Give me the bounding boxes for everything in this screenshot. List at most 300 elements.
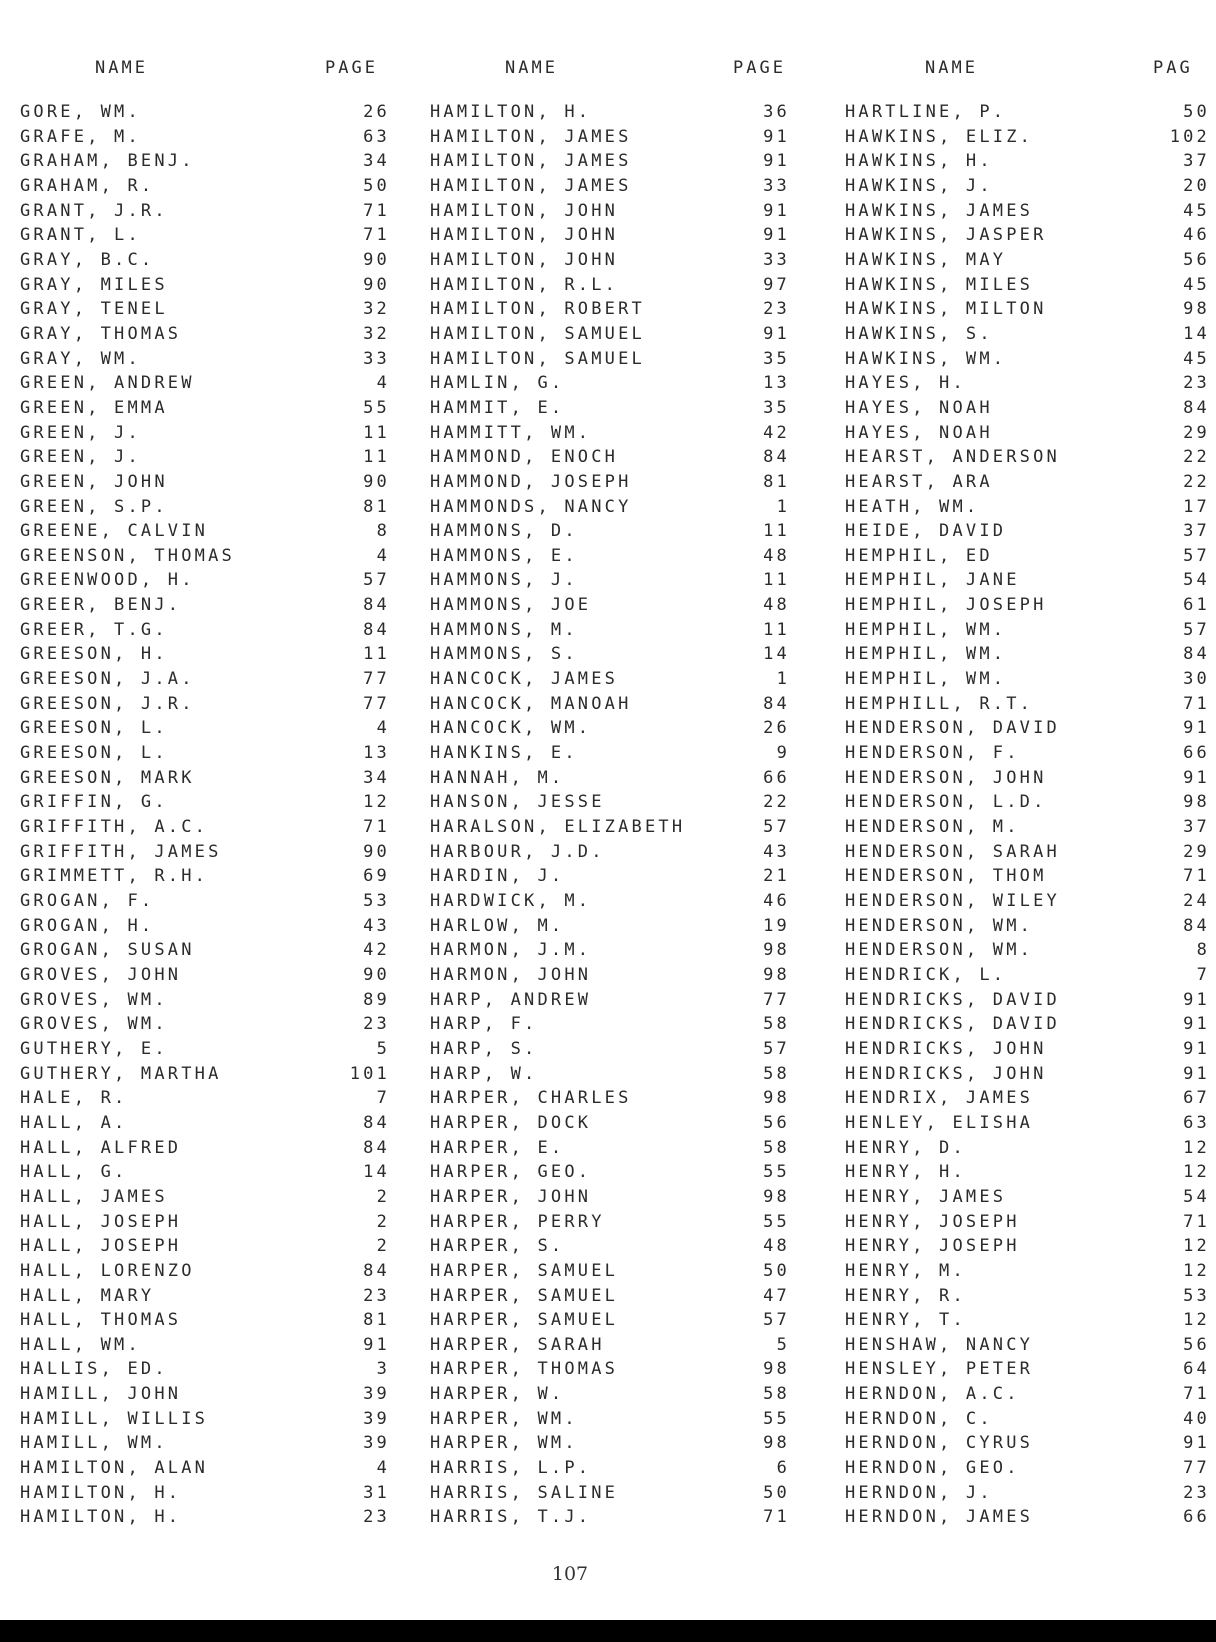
index-entry [845,349,1216,374]
index-entry [430,1261,810,1286]
entry-name: HAMILL, WILLIS [20,1408,209,1429]
index-entry [20,1310,400,1335]
index-entry [845,1212,1216,1237]
index-entry [845,1359,1216,1384]
index-entry [20,127,400,152]
index-entry [20,497,400,522]
column-header [845,58,1216,102]
entry-name: HENRY, JOSEPH [845,1236,1020,1257]
index-entry [430,1359,810,1384]
index-entry [430,1433,810,1458]
index-entry [20,1507,400,1532]
entry-name: HARPER, DOCK [430,1112,592,1133]
entry-page: 34 [363,151,390,172]
entry-name: HENDRICKS, JOHN [845,1063,1047,1084]
entry-page: 46 [763,891,790,911]
entry-name: GREEN, J. [20,447,141,468]
entry-name: HENDERSON, L.D. [845,792,1047,813]
index-entry [430,965,810,990]
entry-page: 23 [363,1285,390,1306]
index-entry [430,1458,810,1483]
entry-name: HAMILTON, JAMES [430,175,632,196]
entry-name: HAWKINS, MILTON [845,299,1047,320]
entry-name: GRAY, WM. [20,348,141,369]
entry-name: HENDRICKS, DAVID [845,989,1060,1010]
entry-page: 90 [363,841,390,862]
entry-name: GUTHERY, MARTHA [20,1063,222,1084]
index-entry [20,743,400,768]
entry-name: HAYES, NOAH [845,422,993,443]
entry-name: HEMPHIL, WM. [845,669,1007,690]
index-entry [430,1187,810,1212]
entry-page: 91 [1183,1014,1210,1035]
entry-name: GREESON, J.R. [20,693,195,714]
index-entry [20,916,400,941]
entry-name: HALLIS, ED. [20,1359,168,1380]
index-entry [20,1483,400,1508]
entry-name: HAMILTON, H. [20,1507,182,1528]
index-entry [430,1113,810,1138]
entry-name: GRAHAM, R. [20,175,155,196]
entry-page: 71 [1183,866,1210,887]
index-entry [430,398,810,423]
index-entry [845,1088,1216,1113]
index-entry [430,151,810,176]
index-entry [845,990,1216,1015]
entry-name: HAWKINS, JASPER [845,225,1047,246]
entry-page: 98 [1183,299,1210,320]
entry-page: 23 [763,299,790,320]
index-entry [845,620,1216,645]
index-entry [430,694,810,719]
index-entry [430,990,810,1015]
entry-name: HARPER, E. [430,1137,565,1158]
entry-name: HEARST, ARA [845,471,993,492]
index-entry [20,151,400,176]
entry-name: HENDERSON, DAVID [845,718,1060,739]
entry-page: 26 [363,102,390,122]
entry-page: 50 [363,175,390,196]
index-entry [430,1064,810,1089]
entry-page: 91 [363,1334,390,1355]
index-entry [845,1335,1216,1360]
entry-name: HEMPHILL, R.T. [845,693,1034,714]
index-entry [430,423,810,448]
entry-page: 69 [363,866,390,887]
entry-name: HARRIS, SALINE [430,1482,619,1503]
index-entry [430,1310,810,1335]
entry-page: 81 [763,471,790,492]
index-entry [430,225,810,250]
entry-page: 58 [763,1137,790,1158]
index-entry [845,201,1216,226]
entry-page: 23 [1183,373,1210,394]
entry-page: 12 [1183,1162,1210,1183]
entry-name: GREEN, EMMA [20,397,168,418]
entry-name: GROVES, JOHN [20,964,182,985]
index-entry [430,176,810,201]
entry-name: HAWKINS, WM. [845,348,1007,369]
entry-page: 91 [763,323,790,344]
entry-page: 14 [363,1162,390,1183]
entry-name: GREESON, H. [20,644,168,665]
index-entry [430,1483,810,1508]
entry-name: HARDWICK, M. [430,891,592,911]
entry-name: GREESON, J.A. [20,669,195,690]
index-entry [430,842,810,867]
entry-page: 37 [1183,521,1210,542]
index-entry [430,447,810,472]
index-entry [430,1039,810,1064]
index-entry [20,1359,400,1384]
index-entry [430,1014,810,1039]
index-entry [430,349,810,374]
entry-name: HARPER, W. [430,1384,565,1405]
entry-page: 32 [363,299,390,320]
index-entry [20,250,400,275]
index-entry [20,817,400,842]
index-entry [845,225,1216,250]
entry-page: 57 [1183,545,1210,566]
index-entry [430,743,810,768]
index-entry [845,1458,1216,1483]
entry-name: HENLEY, ELISHA [845,1112,1034,1133]
index-entry [845,250,1216,275]
entry-page: 57 [763,1310,790,1331]
index-entry [845,373,1216,398]
entry-page: 55 [363,397,390,418]
index-entry [20,1458,400,1483]
entry-name: HAWKINS, MAY [845,249,1007,270]
entry-name: HANCOCK, JAMES [430,669,619,690]
entry-name: GROGAN, F. [20,891,155,911]
entry-name: HALL, LORENZO [20,1260,195,1281]
entry-page: 55 [763,1162,790,1183]
index-entry [430,891,810,916]
entry-name: HALL, MARY [20,1285,155,1306]
entry-name: HAMILTON, JOHN [430,200,619,221]
entry-page: 98 [1183,792,1210,813]
index-entry [845,1433,1216,1458]
entry-name: HENRY, M. [845,1260,966,1281]
entry-page: 45 [1183,200,1210,221]
entry-name: HAMILTON, JAMES [430,151,632,172]
entry-name: GRANT, J.R. [20,200,168,221]
entry-page: 12 [1183,1260,1210,1281]
entry-name: HARRIS, L.P. [430,1458,592,1479]
index-entry [430,644,810,669]
index-entry [430,669,810,694]
entry-page: 97 [763,274,790,295]
entry-name: HARALSON, ELIZABETH [430,817,686,838]
entry-name: HAMILTON, JOHN [430,225,619,246]
entry-name: HARLOW, M. [430,915,565,936]
entry-name: GROVES, WM. [20,989,168,1010]
entry-page: 53 [363,891,390,911]
entry-name: HANCOCK, WM. [430,718,592,739]
entry-name: GREEN, ANDREW [20,373,195,394]
index-entry [20,423,400,448]
index-entry [430,1162,810,1187]
entry-page: 91 [1183,718,1210,739]
entry-page: 37 [1183,151,1210,172]
entry-page: 50 [763,1260,790,1281]
entry-page: 91 [1183,767,1210,788]
entry-name: HANCOCK, MANOAH [430,693,632,714]
entry-page: 46 [1183,225,1210,246]
entry-page: 9 [776,743,790,764]
index-entry [20,102,400,127]
index-column-1 [20,58,400,1532]
entry-page: 11 [363,422,390,443]
entry-name: HARP, W. [430,1063,538,1084]
index-entry [20,990,400,1015]
index-entry [430,570,810,595]
index-entry [845,398,1216,423]
entry-name: GRAFE, M. [20,126,141,147]
index-entry [20,570,400,595]
entry-name: HAWKINS, JAMES [845,200,1034,221]
index-entry [845,792,1216,817]
index-entry [430,1286,810,1311]
entry-page: 1 [776,496,790,517]
entry-name: HARPER, THOMAS [430,1359,619,1380]
entry-name: HARPER, SARAH [430,1334,605,1355]
index-entry [20,299,400,324]
index-entry [845,1138,1216,1163]
entry-name: HARP, ANDREW [430,989,592,1010]
entry-page: 45 [1183,274,1210,295]
entry-page: 61 [1183,595,1210,616]
index-entry [20,1433,400,1458]
entry-name: GRANT, L. [20,225,141,246]
entry-name: GREER, T.G. [20,619,168,640]
entry-name: HENRY, JOSEPH [845,1211,1020,1232]
entry-name: HENDERSON, WILEY [845,891,1060,911]
index-entry [845,570,1216,595]
page-header: PAGE [325,58,378,78]
entry-page: 17 [1183,496,1210,517]
entry-page: 98 [763,1186,790,1207]
entry-page: 98 [763,964,790,985]
index-entry [845,1064,1216,1089]
index-column-2 [430,58,810,1532]
entry-name: HEIDE, DAVID [845,521,1007,542]
entry-name: HAMILTON, JOHN [430,249,619,270]
entry-name: HERNDON, A.C. [845,1384,1020,1405]
index-entry [845,1409,1216,1434]
entry-name: GUTHERY, E. [20,1038,168,1059]
entry-page: 91 [1183,989,1210,1010]
entry-name: HENRY, T. [845,1310,966,1331]
index-entry [845,1014,1216,1039]
index-entry [20,546,400,571]
entry-page: 48 [763,545,790,566]
entry-name: GRAY, B.C. [20,249,155,270]
entry-name: HALL, JOSEPH [20,1236,182,1257]
entry-page: 19 [763,915,790,936]
entry-name: HARBOUR, J.D. [430,841,605,862]
entry-name: HANKINS, E. [430,743,578,764]
entry-page: 2 [376,1186,390,1207]
entry-page: 48 [763,595,790,616]
entry-name: HARPER, SAMUEL [430,1310,619,1331]
entry-name: HENDRICKS, DAVID [845,1014,1060,1035]
entry-name: HARPER, WM. [430,1433,578,1454]
index-entry [430,916,810,941]
entry-page: 32 [363,323,390,344]
entry-page: 22 [1183,447,1210,468]
index-entry [20,176,400,201]
index-entry [845,447,1216,472]
entry-name: HAMMIT, E. [430,397,565,418]
index-entry [430,373,810,398]
index-entry [430,792,810,817]
entry-name: GREEN, S.P. [20,496,168,517]
index-entry [20,644,400,669]
entry-name: HAMMOND, JOSEPH [430,471,632,492]
entry-name: GRAHAM, BENJ. [20,151,195,172]
entry-name: HAWKINS, S. [845,323,993,344]
entry-page: 47 [763,1285,790,1306]
entry-page: 11 [763,570,790,591]
entry-page: 63 [1183,1112,1210,1133]
index-entry [845,102,1216,127]
entry-name: HENDERSON, JOHN [845,767,1047,788]
entry-name: HENDERSON, THOM [845,866,1047,887]
entry-page: 98 [763,1359,790,1380]
entry-page: 55 [763,1211,790,1232]
index-entry [20,1212,400,1237]
entry-name: HALL, WM. [20,1334,141,1355]
entry-name: HARRIS, T.J. [430,1507,592,1528]
index-entry [20,842,400,867]
entry-page: 12 [1183,1236,1210,1257]
entry-name: GREENE, CALVIN [20,521,209,542]
entry-name: HENSLEY, PETER [845,1359,1034,1380]
index-entry [845,472,1216,497]
entry-name: HARMON, JOHN [430,964,592,985]
entry-name: GREESON, L. [20,743,168,764]
entry-page: 13 [763,373,790,394]
column-header [20,58,400,102]
entry-page: 48 [763,1236,790,1257]
index-entry [430,1384,810,1409]
entry-page: 14 [1183,323,1210,344]
entry-page: 11 [363,447,390,468]
entry-page: 66 [1183,1507,1210,1528]
entry-page: 81 [363,1310,390,1331]
entry-name: HENRY, H. [845,1162,966,1183]
entry-name: HALL, ALFRED [20,1137,182,1158]
entry-name: HERNDON, JAMES [845,1507,1034,1528]
entry-page: 77 [763,989,790,1010]
entry-name: GROGAN, SUSAN [20,940,195,961]
entry-page: 42 [763,422,790,443]
entry-name: HAWKINS, ELIZ. [845,126,1034,147]
entry-page: 33 [763,249,790,270]
entry-page: 11 [763,521,790,542]
entry-page: 33 [363,348,390,369]
index-entry [430,866,810,891]
entry-name: HARP, F. [430,1014,538,1035]
entry-page: 58 [763,1384,790,1405]
entry-page: 36 [763,102,790,122]
entry-name: GRAY, TENEL [20,299,168,320]
index-entry [20,373,400,398]
page-header: PAGE [733,58,786,78]
index-entry [20,225,400,250]
index-entry [20,447,400,472]
entry-page: 66 [1183,743,1210,764]
entry-page: 33 [763,175,790,196]
entry-name: HANSON, JESSE [430,792,605,813]
index-entry [845,1113,1216,1138]
entry-name: HEMPHIL, WM. [845,644,1007,665]
entry-page: 66 [763,767,790,788]
entry-name: HEMPHIL, JANE [845,570,1020,591]
entry-page: 4 [376,1458,390,1479]
index-entry [20,1261,400,1286]
index-entry [20,595,400,620]
entry-page: 71 [763,1507,790,1528]
index-entry [845,521,1216,546]
index-entry [845,940,1216,965]
entry-name: HAMMOND, ENOCH [430,447,619,468]
entry-page: 22 [1183,471,1210,492]
name-header: NAME [505,58,558,78]
index-entry [20,1039,400,1064]
index-entry [430,1212,810,1237]
entry-name: HAWKINS, H. [845,151,993,172]
index-entry [20,1113,400,1138]
index-entry [845,1187,1216,1212]
entry-page: 67 [1183,1088,1210,1109]
index-entry [430,718,810,743]
index-entry [20,1409,400,1434]
index-entry [20,1014,400,1039]
entry-page: 84 [363,1137,390,1158]
entry-page: 23 [363,1014,390,1035]
entry-name: HARTLINE, P. [845,102,1007,122]
entry-page: 34 [363,767,390,788]
entry-page: 84 [363,1260,390,1281]
entry-name: HERNDON, CYRUS [845,1433,1034,1454]
entry-page: 39 [363,1433,390,1454]
index-entry [20,1236,400,1261]
entry-name: HARP, S. [430,1038,538,1059]
entry-name: HERNDON, C. [845,1408,993,1429]
entry-page: 84 [1183,915,1210,936]
entry-name: HAMLIN, G. [430,373,565,394]
index-entry [20,324,400,349]
entry-name: HENDERSON, F. [845,743,1020,764]
entry-page: 53 [1183,1285,1210,1306]
entry-page: 84 [363,595,390,616]
entry-page: 57 [763,1038,790,1059]
index-entry [20,866,400,891]
index-entry [430,595,810,620]
entry-name: HARMON, J.M. [430,940,592,961]
index-entry [20,349,400,374]
index-entry [845,1261,1216,1286]
entry-page: 90 [363,471,390,492]
entry-page: 91 [1183,1038,1210,1059]
entry-page: 1 [776,669,790,690]
entry-name: HARDIN, J. [430,866,565,887]
index-entry [845,1310,1216,1335]
index-entry [20,398,400,423]
